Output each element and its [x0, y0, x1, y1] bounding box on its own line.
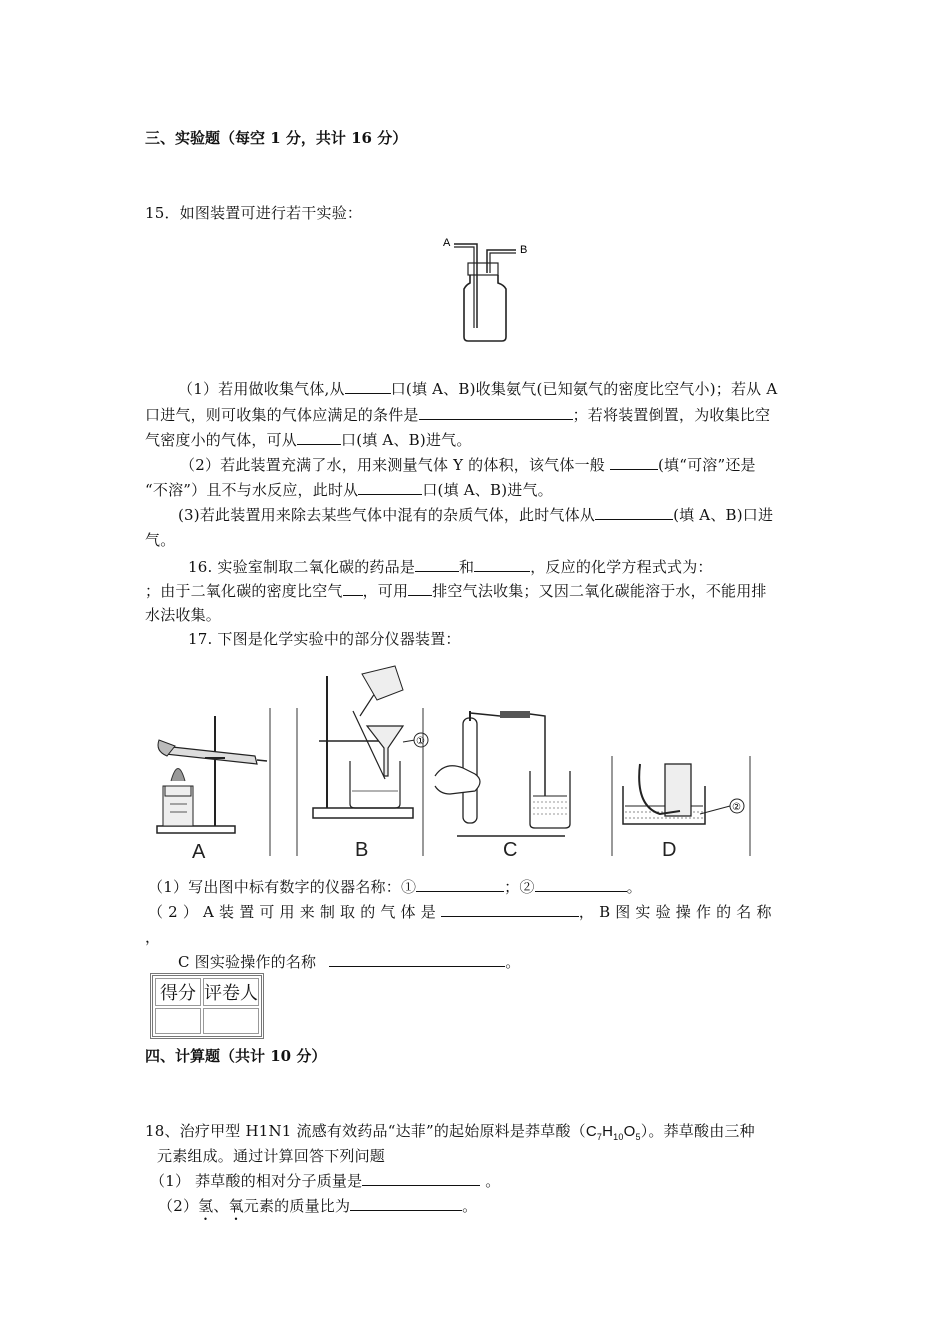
score-box — [150, 973, 264, 1039]
grader-cell[interactable] — [203, 1008, 259, 1034]
q18-sub2: （2）氢、氧元素的质量比为 。 — [158, 1197, 478, 1215]
marker-2: ② — [732, 802, 741, 813]
apparatus-a-heating-tube — [157, 708, 270, 856]
answer-blank[interactable] — [610, 455, 658, 470]
apparatus-c-airtight-check — [435, 711, 570, 836]
q15-p1-line1: （1）若用做收集气体,从 口(填 A、B)收集氨气(已知氨气的密度比空气小)；若从 A — [178, 380, 778, 398]
apparatus-b-filtration — [297, 666, 428, 856]
answer-blank[interactable] — [350, 1196, 462, 1211]
q18-line2: 元素组成。通过计算回答下列问题 — [157, 1147, 386, 1165]
answer-blank[interactable] — [358, 480, 422, 495]
answer-blank[interactable] — [416, 877, 504, 892]
caption-c: C — [503, 839, 518, 861]
score-header: 得分 — [155, 978, 201, 1006]
q16-line3: 水法收集。 — [145, 606, 222, 624]
answer-blank[interactable] — [408, 581, 432, 596]
answer-blank[interactable] — [595, 505, 673, 520]
q16-line2: ；由于二氧化碳的密度比空气 ，可用 排空气法收集；又因二氧化碳能溶于水，不能用排 — [145, 582, 767, 600]
formula: $C_7H_{10}O_5$ — [585, 1123, 641, 1142]
answer-blank[interactable] — [329, 952, 505, 967]
answer-blank[interactable] — [419, 405, 573, 420]
q18-sub1: （1） 莽草酸的相对分子质量是 。 — [150, 1172, 501, 1190]
lab-apparatus-figure — [145, 656, 760, 866]
grader-header: 评卷人 — [203, 978, 259, 1006]
q16-line1: 16. 实验室制取二氧化碳的药品是 和 ，反应的化学方程式式为： — [188, 558, 713, 576]
answer-blank[interactable] — [297, 430, 341, 445]
answer-blank[interactable] — [441, 902, 579, 917]
q17-stem: 17. 下图是化学实验中的部分仪器装置： — [188, 630, 461, 648]
caption-a: A — [192, 841, 206, 863]
answer-blank[interactable] — [362, 1171, 480, 1186]
answer-blank[interactable] — [345, 379, 391, 394]
section-4-heading: 四、计算题（共计 10 分） — [145, 1047, 327, 1065]
q15-p1-line2: 口进气，则可收集的气体应满足的条件是 ；若将装置倒置，为收集比空 — [145, 406, 771, 424]
q18-line1: 18、治疗甲型 H1N1 流感有效药品“达菲”的起始原料是莽草酸$(C_7H_{10}O_5)$。莽草酸由三种 — [145, 1122, 755, 1142]
q15-stem: 15．如图装置可进行若干实验： — [145, 204, 363, 222]
q17-sub2: （ 2 ） A 装 置 可 用 来 制 取 的 气 体 是 ， B 图 实 验 操 作 的 名 称 — [148, 903, 772, 921]
gas-washing-bottle-figure — [440, 233, 530, 345]
fig-label-a: A — [443, 237, 451, 249]
apparatus-d-water-collection — [612, 756, 750, 856]
q17-sub2-end: ， — [145, 928, 161, 946]
answer-blank[interactable] — [474, 557, 530, 572]
q15-p3-line1: (3)若此装置用来除去某些气体中混有的杂质气体，此时气体从 (填 A、B)口进 — [178, 506, 774, 524]
q15-p2-line1: （2）若此装置充满了水，用来测量气体 Y 的体积，该气体一般 (填“可溶”还是 — [180, 456, 756, 474]
q17-sub1: （1）写出图中标有数字的仪器名称：① ；② 。 — [148, 878, 642, 896]
q15-p3-line2: 气。 — [145, 531, 176, 549]
marker-1: ① — [416, 736, 425, 747]
fig-label-b: B — [520, 244, 528, 256]
q15-p1-line3: 气密度小的气体，可从 口(填 A、B)进气。 — [145, 431, 472, 449]
q17-sub3: C 图实验操作的名称 。 — [178, 953, 521, 971]
caption-d: D — [662, 839, 677, 861]
answer-blank[interactable] — [343, 581, 363, 596]
answer-blank[interactable] — [535, 877, 627, 892]
score-cell[interactable] — [155, 1008, 201, 1034]
caption-b: B — [355, 839, 369, 861]
section-3-heading: 三、实验题（每空 1 分，共计 16 分） — [145, 129, 408, 147]
answer-blank[interactable] — [415, 557, 459, 572]
q15-p2-line2: “不溶”）且不与水反应，此时从 口(填 A、B)进气。 — [145, 481, 553, 499]
